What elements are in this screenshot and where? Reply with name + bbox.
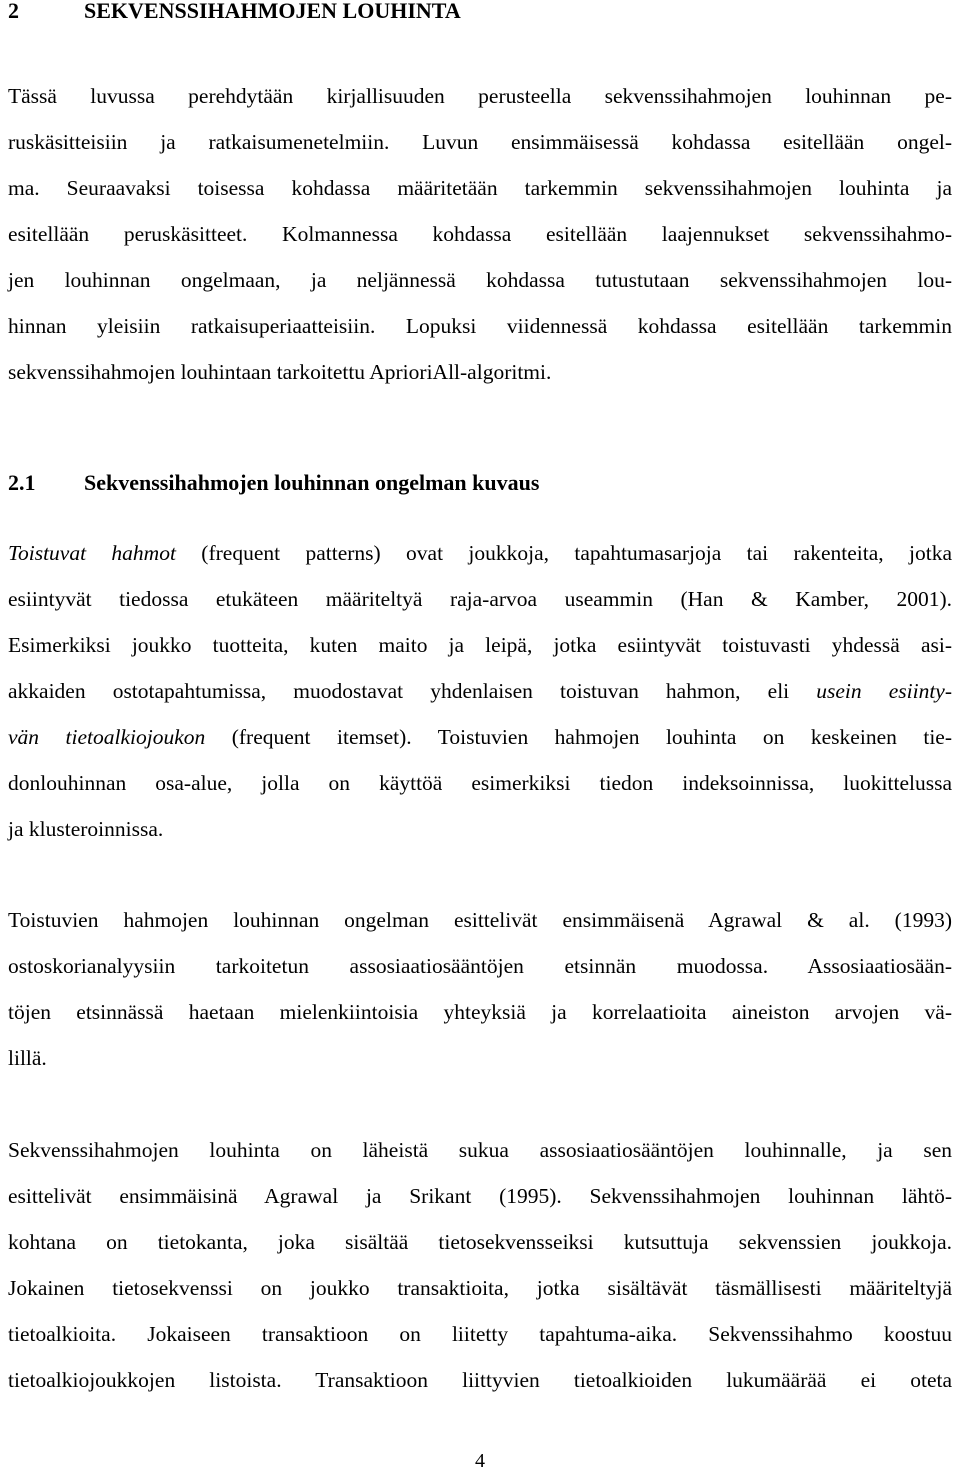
italic-term: Toistuvat hahmot [8,541,176,565]
section-title: Sekvenssihahmojen louhinnan ongelman kuvaus [84,470,540,495]
paragraph-line: vän tietoalkiojoukon (frequent itemset). Toistuvien hahmojen louhinta on keskeinen tie- [8,725,952,749]
paragraph-line: akkaiden ostotapahtumissa, muodostavat yhdenlaisen toistuvan hahmon, eli usein esiinty- [8,679,952,703]
paragraph-line: esitellään peruskäsitteet. Kolmannessa kohdassa esitellään laajennukset sekvenssihahmo- [8,222,952,246]
paragraph-line: lillä. [8,1046,47,1070]
paragraph-line: Sekvenssihahmojen louhinta on läheistä sukua assosiaatiosääntöjen louhinnalle, ja sen [8,1138,952,1162]
paragraph-line: tietoalkiojoukkojen listoista. Transaktioon liittyvien tietoalkioiden lukumäärää ei oteta [8,1368,952,1392]
paragraph-line: ma. Seuraavaksi toisessa kohdassa määritetään tarkemmin sekvenssihahmojen louhinta ja [8,176,952,200]
paragraph-line: Jokainen tietosekvenssi on joukko transaktioita, jotka sisältävät täsmällisesti määriteltyjä [8,1276,952,1300]
definition-paragraph [8,530,952,852]
paragraph-line: Toistuvien hahmojen louhinnan ongelman esittelivät ensimmäisenä Agrawal & al. (1993) [8,908,952,932]
history-paragraph [8,897,952,1081]
paragraph-line: ostoskorianalyysiin tarkoitetun assosiaatiosääntöjen etsinnän muodossa. Assosiaatiosään- [8,954,952,978]
paragraph-line: Esimerkiksi joukko tuotteita, kuten maito ja leipä, jotka esiintyvät toistuvasti yhdessä asi- [8,633,952,657]
italic-term: vän tietoalkiojoukon [8,725,206,749]
paragraph-line: töjen etsinnässä haetaan mielenkiintoisia yhteyksiä ja korrelaatioita aineiston arvojen vä- [8,1000,952,1024]
paragraph-line: hinnan yleisiin ratkaisuperiaatteisiin. Lopuksi viidennessä kohdassa esitellään tarkemmin [8,314,952,338]
intro-paragraph [8,73,952,395]
paragraph-line: Tässä luvussa perehdytään kirjallisuuden perusteella sekvenssihahmojen louhinnan pe- [8,84,952,108]
section-heading [8,466,539,500]
chapter-number: 2 [8,0,19,23]
paragraph-line: ruskäsitteisiin ja ratkaisumenetelmiin. Luvun ensimmäisessä kohdassa esitellään ongel- [8,130,952,154]
paragraph-line: sekvenssihahmojen louhintaan tarkoitettu AprioriAll-algoritmi. [8,360,552,384]
paragraph-line: kohtana on tietokanta, joka sisältää tietosekvensseiksi kutsuttuja sekvenssien joukkoja. [8,1230,952,1254]
paragraph-line: tietoalkioita. Jokaiseen transaktioon on liitetty tapahtuma-aika. Sekvenssihahmo koostuu [8,1322,952,1346]
paragraph-line: donlouhinnan osa-alue, jolla on käyttöä esimerkiksi tiedon indeksoinnissa, luokittelussa [8,771,952,795]
paragraph-line: jen louhinnan ongelmaan, ja neljännessä kohdassa tutustutaan sekvenssihahmojen lou- [8,268,952,292]
paragraph-line: esiintyvät tiedossa etukäteen määriteltyä raja-arvoa useammin (Han & Kamber, 2001). [8,587,952,611]
paragraph-line: esittelivät ensimmäisinä Agrawal ja Srikant (1995). Sekvenssihahmojen louhinnan lähtö- [8,1184,952,1208]
chapter-title: SEKVENSSIHAHMOJEN LOUHINTA [84,0,461,23]
paragraph-line: Toistuvat hahmot (frequent patterns) ovat joukkoja, tapahtumasarjoja tai rakenteita, jotka [8,541,952,565]
sequence-paragraph [8,1127,952,1403]
italic-term: usein esiinty- [816,679,952,703]
chapter-heading [8,0,461,28]
section-number: 2.1 [8,470,36,495]
page-number: 4 [475,1450,485,1472]
paragraph-line: ja klusteroinnissa. [8,817,164,841]
